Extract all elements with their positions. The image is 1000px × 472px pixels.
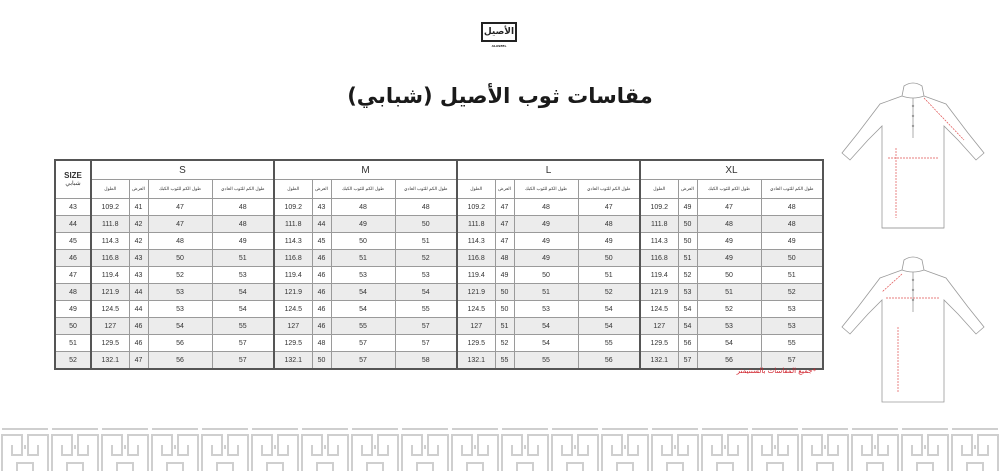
measurement-cell: 46 [312, 284, 331, 301]
measurement-cell: 114.3 [274, 233, 312, 250]
measurement-cell: 46 [312, 250, 331, 267]
measurement-cell: 114.3 [640, 233, 678, 250]
measurement-cell: 53 [331, 267, 395, 284]
measurement-cell: 57 [761, 352, 823, 370]
measurement-cell: 46 [312, 267, 331, 284]
measurement-cell: 48 [697, 216, 761, 233]
size-cell: 51 [55, 335, 91, 352]
size-cell: 44 [55, 216, 91, 233]
measurement-cell: 124.5 [457, 301, 495, 318]
sub-header: طول الكم للثوب الكبك [697, 180, 761, 199]
size-cell: 43 [55, 199, 91, 216]
size-cell: 48 [55, 284, 91, 301]
sub-header: الطول [274, 180, 312, 199]
measurement-cell: 52 [495, 335, 514, 352]
measurement-cell: 51 [578, 267, 640, 284]
measurement-cell: 48 [212, 199, 274, 216]
measurement-cell: 54 [514, 335, 578, 352]
measurement-cell: 54 [212, 284, 274, 301]
thobe-back-icon [838, 252, 988, 412]
sub-header: العرض [495, 180, 514, 199]
measurement-cell: 48 [312, 335, 331, 352]
measurement-cell: 46 [312, 301, 331, 318]
measurement-cell: 129.5 [640, 335, 678, 352]
sub-header: طول الكم للثوب العادي [212, 180, 274, 199]
measurement-cell: 49 [212, 233, 274, 250]
size-cell: 46 [55, 250, 91, 267]
measurement-cell: 116.8 [640, 250, 678, 267]
measurement-cell: 54 [148, 318, 212, 335]
measurement-cell: 47 [148, 216, 212, 233]
measurement-cell: 48 [495, 250, 514, 267]
logo-text: الأصيل [483, 26, 515, 37]
measurement-cell: 129.5 [274, 335, 312, 352]
measurement-cell: 124.5 [640, 301, 678, 318]
measurement-cell: 55 [395, 301, 457, 318]
measurement-cell: 48 [331, 199, 395, 216]
measurement-cell: 48 [761, 199, 823, 216]
measurement-cell: 56 [148, 335, 212, 352]
measurement-cell: 50 [395, 216, 457, 233]
measurement-cell: 127 [91, 318, 129, 335]
measurement-cell: 57 [678, 352, 697, 370]
measurement-cell: 53 [148, 301, 212, 318]
sub-header: طول الكم للثوب الكبك [331, 180, 395, 199]
measurement-cell: 49 [514, 250, 578, 267]
measurement-cell: 53 [678, 284, 697, 301]
measurement-cell: 109.2 [274, 199, 312, 216]
measurement-cell: 127 [274, 318, 312, 335]
measurement-cell: 121.9 [91, 284, 129, 301]
measurement-cell: 54 [212, 301, 274, 318]
sub-header: الطول [91, 180, 129, 199]
table-row [55, 267, 823, 284]
measurement-cell: 44 [129, 284, 148, 301]
measurement-cell: 49 [678, 199, 697, 216]
measurement-cell: 56 [148, 352, 212, 370]
sub-header: الطول [457, 180, 495, 199]
measurement-cell: 48 [514, 199, 578, 216]
size-cell: 52 [55, 352, 91, 370]
measurement-cell: 57 [331, 335, 395, 352]
measurement-cell: 51 [495, 318, 514, 335]
size-chart [54, 159, 824, 370]
measurement-cell: 50 [578, 250, 640, 267]
measurement-cell: 119.4 [640, 267, 678, 284]
measurement-cell: 50 [514, 267, 578, 284]
size-cell: 50 [55, 318, 91, 335]
brand-logo [481, 22, 517, 48]
group-header-l: L [457, 160, 640, 180]
sub-header: الطول [640, 180, 678, 199]
measurement-cell: 49 [495, 267, 514, 284]
measurement-cell: 52 [697, 301, 761, 318]
measurement-cell: 46 [129, 335, 148, 352]
table-row [55, 199, 823, 216]
size-cell: 49 [55, 301, 91, 318]
measurement-cell: 57 [212, 352, 274, 370]
measurement-cell: 129.5 [457, 335, 495, 352]
measurement-cell: 55 [578, 335, 640, 352]
logo-subtext: ALASEEL [491, 44, 507, 48]
measurement-cell: 50 [495, 301, 514, 318]
measurement-cell: 57 [212, 335, 274, 352]
group-header-row [55, 160, 823, 180]
sub-header: العرض [312, 180, 331, 199]
measurement-cell: 56 [697, 352, 761, 370]
measurement-cell: 127 [457, 318, 495, 335]
measurement-cell: 121.9 [640, 284, 678, 301]
measurement-cell: 49 [331, 216, 395, 233]
measurement-cell: 47 [129, 352, 148, 370]
measurement-cell: 50 [678, 233, 697, 250]
measurement-cell: 52 [148, 267, 212, 284]
measurement-cell: 50 [697, 267, 761, 284]
measurement-cell: 53 [514, 301, 578, 318]
measurement-cell: 54 [395, 284, 457, 301]
measurement-cell: 121.9 [457, 284, 495, 301]
measurement-cell: 53 [761, 301, 823, 318]
measurement-cell: 50 [312, 352, 331, 370]
measurement-cell: 50 [495, 284, 514, 301]
measurement-cell: 49 [514, 233, 578, 250]
measurement-cell: 116.8 [91, 250, 129, 267]
measurement-cell: 48 [395, 199, 457, 216]
measurement-cell: 48 [578, 216, 640, 233]
measurement-cell: 56 [678, 335, 697, 352]
measurement-cell: 50 [678, 216, 697, 233]
measurement-cell: 114.3 [91, 233, 129, 250]
decorative-pattern [0, 425, 1000, 472]
measurement-cell: 55 [331, 318, 395, 335]
measurement-cell: 129.5 [91, 335, 129, 352]
measurement-cell: 53 [395, 267, 457, 284]
measurement-cell: 45 [312, 233, 331, 250]
measurement-cell: 47 [495, 216, 514, 233]
group-header-m: M [274, 160, 457, 180]
measurement-cell: 43 [312, 199, 331, 216]
group-header-xl: XL [640, 160, 823, 180]
measurement-cell: 116.8 [274, 250, 312, 267]
measurement-cell: 124.5 [274, 301, 312, 318]
measurement-cell: 111.8 [640, 216, 678, 233]
measurement-cell: 52 [395, 250, 457, 267]
measurement-cell: 46 [312, 318, 331, 335]
measurement-cell: 57 [331, 352, 395, 370]
measurement-cell: 47 [697, 199, 761, 216]
thobe-front-icon [838, 78, 988, 238]
measurement-cell: 54 [331, 284, 395, 301]
measurement-cell: 53 [761, 318, 823, 335]
measurement-cell: 55 [212, 318, 274, 335]
measurement-cell: 47 [495, 199, 514, 216]
sub-header: طول الكم للثوب الكبك [514, 180, 578, 199]
measurement-cell: 132.1 [274, 352, 312, 370]
table-row [55, 352, 823, 370]
measurement-cell: 54 [697, 335, 761, 352]
measurement-cell: 54 [331, 301, 395, 318]
measurement-cell: 57 [395, 335, 457, 352]
measurement-cell: 47 [578, 199, 640, 216]
measurement-cell: 116.8 [457, 250, 495, 267]
measurement-cell: 43 [129, 267, 148, 284]
measurement-cell: 54 [678, 318, 697, 335]
sub-header: طول الكم للثوب العادي [578, 180, 640, 199]
table-row [55, 335, 823, 352]
measurement-cell: 48 [761, 216, 823, 233]
measurement-cell: 109.2 [640, 199, 678, 216]
measurement-cell: 54 [678, 301, 697, 318]
measurement-cell: 51 [678, 250, 697, 267]
measurement-cell: 127 [640, 318, 678, 335]
table-row [55, 284, 823, 301]
measurement-cell: 48 [148, 233, 212, 250]
measurement-cell: 132.1 [640, 352, 678, 370]
size-header [55, 160, 91, 199]
table-row [55, 318, 823, 335]
measurement-cell: 119.4 [91, 267, 129, 284]
measurement-cell: 58 [395, 352, 457, 370]
measurement-cell: 111.8 [457, 216, 495, 233]
measurement-cell: 49 [761, 233, 823, 250]
measurement-cell: 52 [761, 284, 823, 301]
measurement-note: *جميع المقاسات بالسنتيمتر [736, 367, 816, 375]
measurement-cell: 49 [578, 233, 640, 250]
table-row [55, 301, 823, 318]
size-table-body [55, 199, 823, 370]
measurement-cell: 50 [331, 233, 395, 250]
sub-header: طول الكم للثوب العادي [761, 180, 823, 199]
measurement-cell: 132.1 [91, 352, 129, 370]
measurement-cell: 53 [148, 284, 212, 301]
measurement-cell: 42 [129, 216, 148, 233]
measurement-cell: 54 [578, 301, 640, 318]
measurement-cell: 52 [678, 267, 697, 284]
measurement-cell: 55 [495, 352, 514, 370]
table-row [55, 216, 823, 233]
measurement-cell: 47 [148, 199, 212, 216]
sub-header: العرض [678, 180, 697, 199]
measurement-cell: 132.1 [457, 352, 495, 370]
measurement-cell: 50 [761, 250, 823, 267]
page-title: مقاسات ثوب الأصيل (شبابي) [347, 84, 653, 108]
measurement-cell: 49 [697, 250, 761, 267]
measurement-cell: 48 [212, 216, 274, 233]
measurement-cell: 50 [148, 250, 212, 267]
measurement-cell: 44 [312, 216, 331, 233]
measurement-cell: 51 [761, 267, 823, 284]
measurement-cell: 57 [395, 318, 457, 335]
measurement-cell: 47 [495, 233, 514, 250]
measurement-cell: 51 [331, 250, 395, 267]
measurement-cell: 111.8 [91, 216, 129, 233]
table-row [55, 250, 823, 267]
measurement-cell: 43 [129, 250, 148, 267]
table-row [55, 233, 823, 250]
size-cell: 45 [55, 233, 91, 250]
sub-header: طول الكم للثوب العادي [395, 180, 457, 199]
size-table [54, 159, 824, 370]
sub-header: العرض [129, 180, 148, 199]
size-label: SIZE [64, 170, 82, 180]
measurement-cell: 55 [761, 335, 823, 352]
group-header-s: S [91, 160, 274, 180]
measurement-cell: 51 [514, 284, 578, 301]
measurement-cell: 54 [578, 318, 640, 335]
measurement-cell: 111.8 [274, 216, 312, 233]
measurement-cell: 41 [129, 199, 148, 216]
measurement-cell: 121.9 [274, 284, 312, 301]
measurement-cell: 51 [697, 284, 761, 301]
measurement-cell: 49 [514, 216, 578, 233]
measurement-cell: 53 [697, 318, 761, 335]
sub-header-row [55, 180, 823, 199]
measurement-cell: 46 [129, 318, 148, 335]
measurement-cell: 114.3 [457, 233, 495, 250]
sub-header: طول الكم للثوب الكبك [148, 180, 212, 199]
measurement-cell: 124.5 [91, 301, 129, 318]
measurement-cell: 49 [697, 233, 761, 250]
measurement-cell: 119.4 [274, 267, 312, 284]
measurement-cell: 109.2 [457, 199, 495, 216]
measurement-cell: 51 [395, 233, 457, 250]
measurement-cell: 56 [578, 352, 640, 370]
size-cell: 47 [55, 267, 91, 284]
measurement-cell: 54 [514, 318, 578, 335]
size-sub-label: شبابي [65, 180, 81, 187]
measurement-cell: 55 [514, 352, 578, 370]
measurement-cell: 119.4 [457, 267, 495, 284]
measurement-cell: 109.2 [91, 199, 129, 216]
measurement-cell: 51 [212, 250, 274, 267]
measurement-cell: 42 [129, 233, 148, 250]
measurement-cell: 44 [129, 301, 148, 318]
measurement-cell: 52 [578, 284, 640, 301]
measurement-cell: 53 [212, 267, 274, 284]
